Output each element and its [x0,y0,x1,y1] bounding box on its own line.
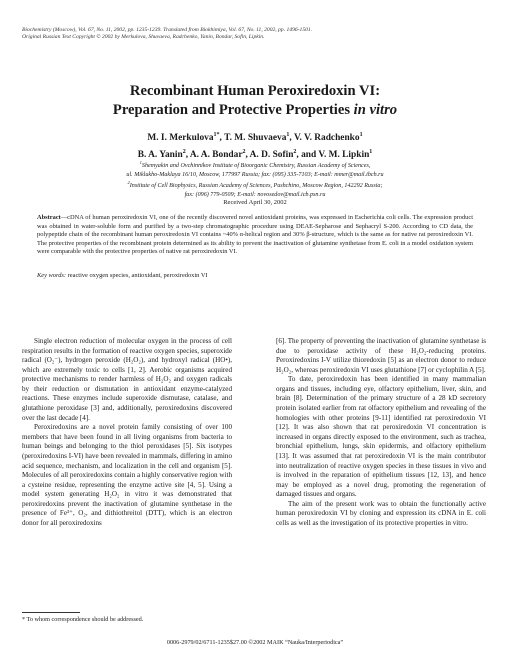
paragraph: [6]. The property of preventing the inactivation of glutamine synthetase is due to peroxidase activity of these H₂O₂-reducing proteins. Peroxiredoxins I-V utilize thioredoxin [5] as an electron donor to reduce H₂O₂, whereas peroxiredoxin VI uses glutathione [7] or cyclophilin A [5]. [276,337,486,374]
title-line-2-text: Preparation and Protective Properties [112,102,354,118]
author-affiliation-mark: 1 [286,132,290,138]
author-affiliation-mark: 1 [369,149,373,156]
author-affiliation-mark: 2 [293,149,297,156]
footnote: * To whom correspondence should be addressed. [22,616,144,623]
body-column-right [276,337,486,529]
author-name: T. M. Shuvaeva [224,133,287,144]
author-name: B. A. Yanin [137,150,183,161]
journal-citation-line: Biochemistry (Moscow), Vol. 67, No. 11, 2002, pp. 1235-1239. Translated from Biokhimiya, Vol. 67, No. 11, 2002, pp. 1496-1501. [22,27,313,33]
footnote-divider [22,612,80,613]
paragraph: To date, peroxiredoxin has been identified in many mammalian organs and tissues, including eye, olfactory epithelium, liver, skin, and brain [8]. Determination of the primary structure of a 28 kD secretory protein isolated earlier from rat olfactory epithelium and revealing of the homologies with other proteins [9-11] identified rat peroxiredoxin VI [12]. It was also shown that rat peroxiredoxin VI concentration is increased in organs directly exposed to the environment, such as trachea, bronchial epithelium, lungs, skin epidermis, and olfactory epithelium [13]. It was assumed that rat peroxiredoxin VI is the main contributor into neutralization of reactive oxygen species in these tissues in vivo and is involved in the reparation of epithelium tissues [12, 13], and hence may be employed as a novel drug, promoting the regeneration of damaged tissues and organs. [276,375,486,499]
body-column-left [22,337,232,529]
received-date: Received April 30, 2002 [223,199,287,206]
affiliation-text: ul. Miklukho-Maklaya 16/10, Moscow, 177997 Russia; fax: (095) 335-7103; E-mail: mmer@mail.ibch.ru [126,171,384,178]
affiliation-line [70,179,440,191]
author-name: and V. M. Lipkin [301,150,370,161]
affiliation-line [70,159,440,171]
affiliation-text: fax: (096) 779-0509; E-mail: novosedov@mail.icb.psn.ru [184,191,326,198]
affiliations [70,159,440,199]
author-affiliation-mark: 2 [242,149,246,156]
copyright-line: 0006-2979/02/6711-1235$27.00 ©2002 MAIK “Nauka/Interperiodica” [166,639,344,646]
affiliation-line [70,171,440,180]
author-affiliation-mark: 1* [213,132,220,138]
keywords [37,272,473,281]
affiliation-text: Institute of Cell Biophysics, Russian Academy of Sciences, Pushchino, Moscow Region, 142292 Russia; [129,183,383,190]
abstract-heading: Abstract [37,214,61,221]
paragraph: Single electron reduction of molecular oxygen in the process of cell respiration results in the formation of reactive oxygen species, superoxide radical (O₂⁻), hydrogen peroxide (H₂O₂), and hydroxyl radical (HO•), which are extremely toxic to cells [1, 2]. Aerobic organisms acquired protective mechanisms to render harmless of H₂O₂ and oxygen radicals by their reduction or dismutation in antioxidant enzyme-catalyzed reactions. These enzymes include superoxide dismutase, catalase, and glutathione peroxidase [3] and, additionally, peroxiredoxins discovered over the last decade [4]. [22,337,232,422]
keywords-body: reactive oxygen species, antioxidant, peroxiredoxin VI [66,272,208,279]
authors-line-2: B. A. Yanin$^2$, A. A. Bondar$^2$, A. D. Sofin$^2$, and V. M. Lipkin$^1$ [137,149,373,161]
author-name: A. D. Sofin [249,150,294,161]
author-name: M. I. Merkulova [147,133,214,144]
title-line-2 [0,101,510,120]
journal-copyright-line: Original Russian Text Copyright © 2002 by Merkulova, Shuvaeva, Radchenko, Yanin, Bondar, Sofin, Lipkin. [22,34,265,41]
paragraph: Peroxiredoxins are a novel protein family consisting of over 100 members that have been found in all living organisms from bacteria to human beings and belonging to the thiol peroxidases [5]. Six isotypes (peroxiredoxins I-VI) have been revealed in mammals, differing in amino acid sequence, mechanism, and localization in the cell and organism [5]. Molecules of all peroxiredoxins contain a highly conservative region with a cysteine residue, representing the enzyme active site [4, 5]. Using a model system generating H₂O₂ in vitro it was demonstrated that peroxiredoxins prevent the inactivation of glutamine synthetase in the presence of Fe³⁺, O₂, and dithiothreitol (DTT), which is an electron donor for all peroxiredoxins [22,423,232,527]
paper-title [0,82,510,120]
affiliation-text: Shemyakin and Ovchinnikov Institute of Bioorganic Chemistry, Russian Academy of Sciences, [141,163,371,170]
affiliation-mark: 2 [127,180,130,186]
author-name: V. V. Radchenko [293,133,360,144]
title-line-2-italic: in vitro [353,102,398,118]
abstract [37,214,473,257]
title-line-1: Recombinant Human Peroxiredoxin VI: [129,83,381,99]
journal-header [22,27,492,41]
paragraph: The aim of the present work was to obtain the functionally active human peroxiredoxin VI by cloning and expression its cDNA in E. coli cells as well as the investigation of its protective properties in vitro. [276,499,486,527]
affiliation-line [70,191,440,200]
author-affiliation-mark: 2 [182,149,186,156]
abstract-body: —cDNA of human peroxiredoxin VI, one of the recently discovered novel antioxidant proteins, was expressed in Escherichia coli cells. The expression product was obtained in water-soluble form and purified by a two-step chromatographic procedure using DEAE-Sepharose and Sephacryl S-200. According to CD data, the polypeptide chain of the recombinant human peroxiredoxin VI contains ~40% α-helical region and 30% β-structure, which is the same as for native rat peroxiredoxin VI. The protective properties of the recombinant protein determined as its ability to prevent the inactivation of glutamine synthetase from E. coli in a model oxidation system were comparable with the protective properties of native rat peroxiredoxin VI. [37,214,473,256]
keywords-heading: Key words: [37,272,67,279]
author-list [0,128,510,162]
affiliation-mark: 1 [139,160,142,165]
author-name: A. A. Bondar [189,150,243,161]
authors-line-1: M. I. Merkulova$^{1*}$, T. M. Shuvaeva$^1$, V. V. Radchenko$^1$ [147,132,363,144]
author-affiliation-mark: 1 [359,132,363,138]
